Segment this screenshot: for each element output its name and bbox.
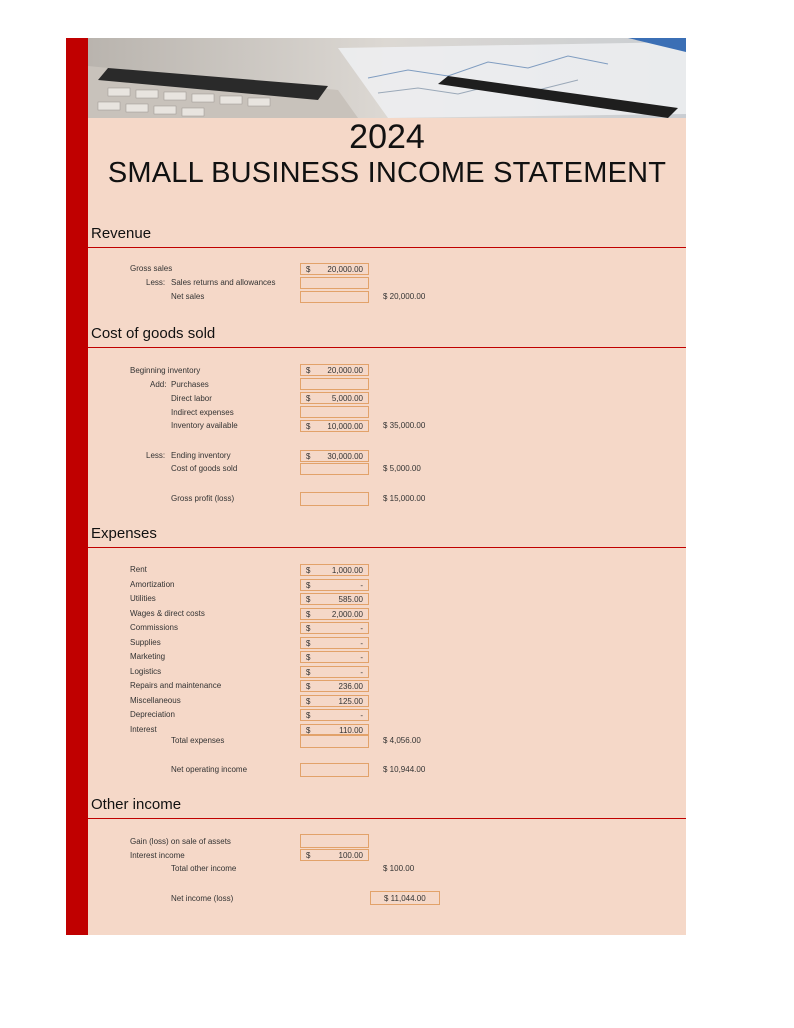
statement-year: 2024 xyxy=(349,118,425,156)
expense-label: Depreciation xyxy=(130,710,175,719)
interest-income-cell[interactable] xyxy=(300,849,369,861)
ending-inventory-label: Ending inventory xyxy=(171,451,231,460)
expense-value: 1,000.00 xyxy=(331,566,363,575)
expense-label: Marketing xyxy=(130,652,166,661)
gross-sales-cell[interactable] xyxy=(300,263,369,275)
statement-title: SMALL BUSINESS INCOME STATEMENT xyxy=(107,157,667,189)
currency-symbol: $ xyxy=(306,711,311,720)
currency-symbol: $ xyxy=(306,580,311,590)
currency-symbol: $ xyxy=(306,624,311,633)
currency-symbol: $ xyxy=(306,366,311,375)
net-sales-cell[interactable] xyxy=(300,291,369,303)
direct-labor-cell[interactable] xyxy=(300,392,369,404)
beginning-inventory-value: 20,000.00 xyxy=(327,366,363,375)
returns-cell[interactable] xyxy=(300,277,369,289)
expense-value: - xyxy=(360,667,363,677)
currency-symbol: $ xyxy=(306,696,311,706)
currency-symbol: $ xyxy=(306,653,311,662)
expense-cell[interactable] xyxy=(300,564,369,576)
expense-cell[interactable] xyxy=(300,637,369,649)
direct-labor-value: 5,000.00 xyxy=(331,394,363,403)
expense-value: - xyxy=(360,711,363,720)
net-operating-income-label: Net operating income xyxy=(171,765,248,774)
section-heading-other-income: Other income xyxy=(91,796,182,813)
inventory-available-label: Inventory available xyxy=(171,421,238,430)
gross-sales-value: 20,000.00 xyxy=(327,265,363,274)
expense-cell[interactable] xyxy=(300,680,369,692)
less-label: Less: xyxy=(146,451,166,460)
purchases-label: Purchases xyxy=(171,380,209,389)
indirect-expenses-label: Indirect expenses xyxy=(171,408,234,417)
cogs-label: Cost of goods sold xyxy=(171,464,238,473)
total-expenses-cell[interactable] xyxy=(300,734,369,748)
direct-labor-label: Direct labor xyxy=(171,394,212,403)
interest-income-label: Interest income xyxy=(130,851,185,860)
returns-label: Sales returns and allowances xyxy=(171,278,276,287)
net-operating-income-value: $ 10,944.00 xyxy=(383,765,426,774)
net-income-label: Net income (loss) xyxy=(171,894,234,903)
expense-value: - xyxy=(360,653,363,662)
expense-label: Repairs and maintenance xyxy=(130,681,222,690)
less-label: Less: xyxy=(146,278,166,287)
currency-symbol: $ xyxy=(306,667,311,677)
currency-symbol: $ xyxy=(306,566,311,575)
section-divider xyxy=(88,347,686,348)
section-divider xyxy=(88,818,686,819)
cogs-cell[interactable] xyxy=(300,463,369,475)
net-sales-total: $ 20,000.00 xyxy=(383,292,426,301)
expense-label: Commissions xyxy=(130,623,179,632)
net-income-value[interactable]: $ 11,044.00 xyxy=(370,891,440,905)
currency-symbol: $ xyxy=(306,394,311,403)
expense-value: 2,000.00 xyxy=(331,609,363,619)
expense-cell[interactable] xyxy=(300,695,369,707)
section-heading-cogs: Cost of goods sold xyxy=(91,325,216,342)
currency-symbol: $ xyxy=(306,682,311,691)
expense-value: - xyxy=(360,624,363,633)
gross-sales-label: Gross sales xyxy=(130,264,173,273)
cogs-total: $ 5,000.00 xyxy=(383,464,421,473)
expense-label: Rent xyxy=(130,565,147,574)
expense-cell[interactable] xyxy=(300,579,369,591)
expense-value: 125.00 xyxy=(338,696,363,706)
gross-profit-label: Gross profit (loss) xyxy=(171,494,235,503)
total-other-income-value: $ 100.00 xyxy=(383,864,415,873)
expense-label: Amortization xyxy=(130,579,175,589)
expense-cell[interactable] xyxy=(300,622,369,634)
expense-value: - xyxy=(360,580,363,590)
expense-cell[interactable] xyxy=(300,666,369,678)
total-expenses-value: $ 4,056.00 xyxy=(383,736,421,745)
currency-symbol: $ xyxy=(306,638,311,648)
section-divider xyxy=(88,247,686,248)
inventory-available-value: 10,000.00 xyxy=(327,422,363,431)
expense-value: - xyxy=(360,638,363,648)
currency-symbol: $ xyxy=(306,422,311,431)
inventory-available-total: $ 35,000.00 xyxy=(383,421,426,430)
interest-income-value: 100.00 xyxy=(338,851,363,860)
currency-symbol: $ xyxy=(306,265,311,274)
gross-profit-cell[interactable] xyxy=(300,492,369,506)
accent-bar xyxy=(66,38,88,935)
beginning-inventory-cell[interactable] xyxy=(300,364,369,376)
expense-cell[interactable] xyxy=(300,651,369,663)
beginning-inventory-label: Beginning inventory xyxy=(130,366,201,375)
net-operating-income-cell[interactable] xyxy=(300,763,369,777)
expense-label: Interest xyxy=(130,724,157,734)
section-heading-revenue: Revenue xyxy=(91,225,152,242)
expense-label: Wages & direct costs xyxy=(130,608,205,618)
currency-symbol: $ xyxy=(306,851,311,860)
expense-label: Logistics xyxy=(130,666,162,676)
ending-inventory-cell[interactable] xyxy=(300,450,369,462)
gain-on-sale-cell[interactable] xyxy=(300,834,369,848)
gain-on-sale-label: Gain (loss) on sale of assets xyxy=(130,837,231,846)
add-label: Add: xyxy=(150,380,167,389)
expense-label: Miscellaneous xyxy=(130,695,181,705)
currency-symbol: $ xyxy=(306,452,311,461)
indirect-expenses-cell[interactable] xyxy=(300,406,369,418)
currency-symbol: $ xyxy=(306,595,311,604)
expense-label: Utilities xyxy=(130,594,156,603)
ending-inventory-value: 30,000.00 xyxy=(327,452,363,461)
inventory-available-cell[interactable] xyxy=(300,420,369,432)
total-expenses-label: Total expenses xyxy=(171,736,225,745)
expense-cell[interactable] xyxy=(300,709,369,721)
total-other-income-label: Total other income xyxy=(171,864,237,873)
section-divider xyxy=(88,547,686,548)
expense-cell[interactable] xyxy=(300,593,369,605)
expense-value: 585.00 xyxy=(338,595,363,604)
expense-value: 236.00 xyxy=(338,682,363,691)
currency-symbol: $ xyxy=(306,609,311,619)
expense-label: Supplies xyxy=(130,637,161,647)
expense-cell[interactable] xyxy=(300,608,369,620)
net-sales-label: Net sales xyxy=(171,292,205,301)
currency-symbol: $ xyxy=(306,725,311,735)
expense-value: 110.00 xyxy=(339,725,363,735)
gross-profit-total: $ 15,000.00 xyxy=(383,494,426,503)
statement-page xyxy=(66,38,686,935)
banner-image xyxy=(88,38,686,118)
section-heading-expenses: Expenses xyxy=(91,525,157,542)
purchases-cell[interactable] xyxy=(300,378,369,390)
